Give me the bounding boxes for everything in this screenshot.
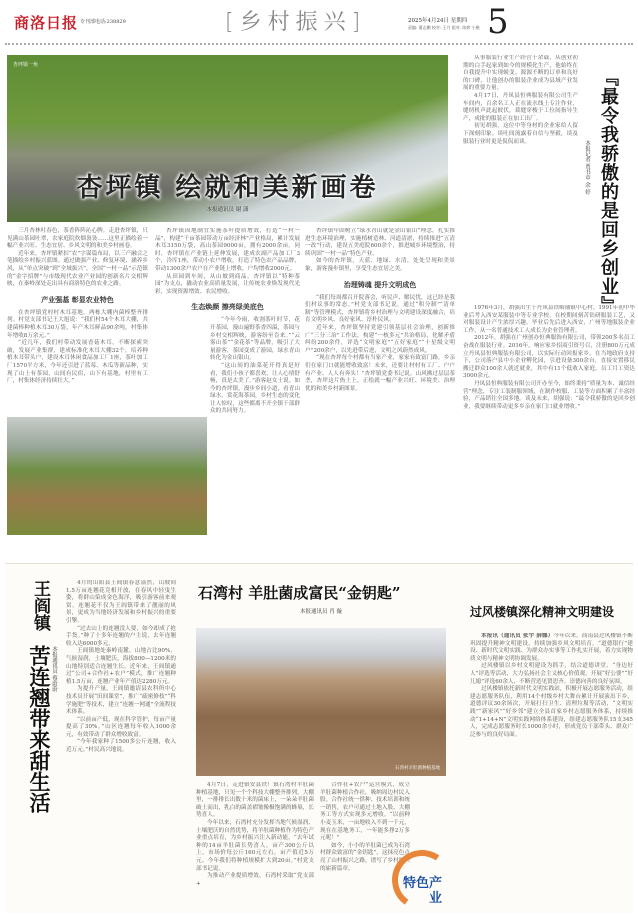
department-phone: 专刊部电话:238829 (80, 19, 126, 25)
guofeng-text (470, 633, 633, 908)
paragraph: 杏坪镇牢固树立“绿水青山就是金山银山”理念，扎实推进生态环境治理，实施植树造林、河道清淤，持续推进“五清一改”行动，建设五美庭院600余个，推进城乡环境整治，持续巩固“一村一品”特色产业。 (305, 228, 455, 257)
paragraph: 初见胡强，这位中等身材的企业家给人留下深刻印象。谈吐间流露着自信与坚毅，谈及服装行业时更是侃侃而谈。 (463, 123, 578, 145)
paragraph: 从事服装行业生产经营十余载，从创业初期的白手起家到如今的规模化生产，他始终在自我提升中实现蜕变。源源不断的订单和良好的口碑，让他创办的服装企业成为县域产业发展的重要力量。 (463, 55, 578, 92)
paragraph: “近几年，我们村带动发展香菇木耳，不断探索突破，发展产业集群，建成标准化木耳大棚32个，培养种植木耳带头户，建设木耳休闲食品加工厂1座，茶叶加工厂1570平方米，今年还引进了蓝莓、木瓜等新品种，实现了山上有茶园，山间有民宿，山下有基地，村里有工厂，村集体经济持续壮大。” (7, 340, 148, 385)
paragraph: 1976年3月，胡强出生于丹凤县铁峪铺镇中心村。1991年初中毕业后考入西安某服装中等专业学校，在校期间刻苦钻研服装工艺，又对服装设计产生浓厚兴趣。毕业后先后进入西安、广州等地服装企业工作，从一名普通技术工人成长为企业管理者。 (463, 305, 635, 334)
feature-industry-badge: 特色产业 (402, 876, 442, 906)
paragraph: “今年我家种了1500多公斤连翘，收入近万元。”村民高兴地说。 (66, 739, 176, 754)
header-divider (5, 43, 633, 45)
paragraph: 4月7日，走进镇安县铁厂镇石湾村羊肚菌种植基地，只见一个个科技大棚整齐排列。大棚里，一排排长出数十米的菌床上，一朵朵羊肚菌破土而出，乳白的菌盖褶皱像极饱满的蜂巢，长势喜人。 (196, 782, 314, 819)
subheading: 治理铸魂 提升文明成色 (343, 280, 417, 289)
paragraph: 近年来，杏坪镇紧扣“农”字谋篇布局，以三产融合之笔描绘乡村振兴蓝图。通过做强产业、修复环境、涵养乡风，从“单点突破”到“全域振兴”，全国“一村一品”示范镇的“金字招牌”与市级现代农业产业园的创新名片交相辉映，在秦岭深处走出具有商洛特色的农业之路。 (7, 250, 148, 288)
paragraph (470, 633, 633, 663)
editors-credit: 责编: 董志鹏 校对: 王月 组对: 陈婷 小楷 (408, 25, 480, 30)
subheading: 产业强基 彰显农业特色 (41, 295, 114, 304)
feature-column-top (463, 55, 578, 305)
paragraph: 为提升产量，王阎镇邀请县农科所中心技术员开展“田间课堂”，推广“疏密修枝”“科学施肥”等技术，建立“连翘一网通”全流程技术体系。 (66, 686, 176, 716)
feature-byline: 本报记者 贾书章 余 婷 (584, 140, 590, 195)
paragraph: 在杏坪镇党村村木耳基地，两栋大棚内菌棒整齐排列。村党支部书记王大旭说：“我们村54个木耳大棚，共建菌棒种植木耳30万袋，年产木耳鲜品90余吨，村集体年增收8万余元。” (7, 309, 148, 339)
paragraph: 近年来，杏坪镇坚持党建引领基层社会治理，创新推广“三分三治”工作法，构建“一核多元”共治格局，化解矛盾纠纷200余件，评选“文明家庭”“五好家庭”“十星级文明户”200余户，以先进带后进，文明之风蔚然成风。 (305, 324, 455, 354)
dateline: 本报讯 (481, 633, 499, 639)
shiwan-headline: 石湾村 羊肚菌成富民“金钥匙” (198, 584, 401, 602)
lead-byline: 本报通讯员 谢 潇 (206, 207, 249, 213)
lead-column-3 (305, 228, 455, 548)
wangyan-byline: 本报通讯员 蔡蔚蔚 (51, 646, 57, 692)
paragraph: 丹凤县恒典服装有限公司开办至今，始终秉持“质量为本、诚信经营”理念，专注工装制服领域，在制作校服、工装等方面积累了丰富经验，产品销往全国多地。谈及未来，胡强说：“最令我骄傲的是回乡创业，我要继续带动更多乡亲在家门口就业增收。” (463, 380, 635, 410)
page-number: 5 (487, 2, 509, 42)
morel-greenhouse-photo (196, 628, 446, 776)
photo-caption: 杏坪镇一角 (13, 62, 39, 68)
paragraph: 4月17日，丹凤县恒典服装有限公司生产车间内，百余名工人正在流水线上专注作业，缝纫机声此起彼伏，裁缝穿梭于工位间指导生产，成批的服装正在加工出厂。 (463, 92, 578, 122)
paragraph: 4月的山阳县王阎镇春意盎然，山坡间1.5万亩连翘花竞相开放，在春风中轻曳生姿，将群山染成金色海洋，吸引游客前来观赏。连翘花不仅为王阎镇带来了靓丽的风景，更成为当地经济发展和乡村振兴的重要引擎。 (66, 580, 176, 624)
paragraph: “过去山上的连翘没人要，如今却成了抢手货。”种了十多年连翘的户主说，去年连翘收入达6000多元。 (66, 625, 176, 647)
paragraph: 2012年，胡强在广州创办恒典服饰有限公司，带领200多名员工奋战在服装行业。2016年，响应家乡招商引资号召，注册800万元成立丹凤县恒典服装有限公司，以实际行动回报家乡。在当地政府支持下，公司落户县中小企业孵化园，引进设备300余台，直接安置移民搬迁群众100余人就近就业，其中有11个低收入家庭，员工月工资达3000余元。 (463, 335, 635, 380)
subheading: 生态焕颜 擦亮绿美底色 (191, 303, 264, 312)
paragraph: 过风楼镇以乡村文明建设为抓手，结合道德讲堂、“身边好人”评选等活动，大力弘扬社会主义核心价值观。开展“好公婆”“好儿媳”评选60余人，不断营造见贤思齐、崇德向善的良好氛围。 (470, 663, 633, 685)
shiwan-byline: 本报通讯员 肖 璇 (300, 609, 342, 615)
paragraph: 过风楼镇依托新时代文明实践站，积极开展志愿服务活动，组建志愿服务队伍，利用14个村级乡村大舞台累计开展演出下乡、道德评议30余场次，开展打扫卫生、清理垃圾等活动，“文明实践”“新家风”“好乡邻”建立全县首家乡村志愿服务体系，持续推动“1+14+N”文明实践网络体系建设，组建志愿服务队15支345人，完成志愿服务时长1000余小时，形成党员干部带头、群众广泛参与的良好局面。 (470, 686, 633, 738)
paragraph: 杏坪镇因地制宜实施茶叶提质增效，打造“一村一品”，构建“千亩茶园带动万亩经济林”产业格局，累计发展木耳3150万袋，高山茶园9000亩，拥有2000余亩。同时，杏坪镇在产业链上延伸发展，建成农副产品加工厂3个，冷库1座，带动小农户增收，打造了特色农产品品牌，带动1300余户农户在产业链上增收，户均增收2000元。 (155, 228, 300, 272)
wangyan-text (66, 580, 176, 908)
paragraph: “这山间的油菜花开得真是好看，我们小孩子都喜欢，让人心情舒畅，真是太美了。”游客赵女士说。如今的杏坪镇，漫步乡间小道，看青山绿水、赏花海茶园，乡村生态的变化让人惊叹，这些都离不开全镇干部群众的共同努力。 (210, 362, 300, 415)
section-title: [乡村振兴] (225, 10, 367, 35)
paragraph-text: 今年以来，商南县过风楼镇不断巩固提升精神文明建设，持续加强乡风文明培育，“道德银行”建设、新时代文明实践、为群众办实事等工作扎实开展，着力实现物质文明与精神文明协调发展。 (470, 633, 633, 662)
photo-caption: 石湾村羊肚菌种植基地 (395, 766, 440, 771)
tea-garden-photo (7, 417, 207, 535)
newspaper-logo: 商洛日报 (14, 14, 79, 32)
issue-date: 2025年4月24日 星期四 (408, 18, 468, 24)
lead-photo-aerial-village (7, 55, 448, 222)
paragraph: 合作社+农户”运营模式，成立羊肚菌种植合作社，吸纳周边村民入股。合作社统一供种、技术培训和统一销售，农户可通过土地入股、大棚务工等方式实现多元增收。“以前种小麦玉米，一亩地收入不到一千元，现在在基地务工，一年能多挣2万多元呢！” (320, 782, 410, 842)
paragraph: “以前亩产低，现在科学管护，每亩产量提高了30%。”山区连翘每年收入1000余元，有效带动了群众增收致富。 (66, 716, 176, 738)
wangyan-headline: 苦连翘带来甜生活 (27, 645, 51, 813)
paragraph: “今年今雨，收割茶叶时节，花开茶园，漫山遍野茶香四溢，茶园与乡村交相辉映，游客纷至沓来。”“云雾山茶”“金花茶”等品牌，吸引了大量游客，茶园变成了游园，绿水青山转化为金山银山。 (210, 317, 300, 362)
paragraph: “现在杏坪每个村都有当家产业，家家有致富门路，乡亲们在家门口就能增收致富！未来，还要让村村有工厂、户户有产业、人人有奔头！”杏坪镇党委书记说。山风拂过层层茶垄，杏坪这片热土上，正绘就一幅产业兴旺、环境美、治理优的和美乡村新图景。 (305, 355, 455, 392)
paragraph: 今年以来，石湾村充分发挥当地气候湿润、土壤肥沃的自然优势，将羊肚菌种植作为特色产业重点培育，为乡村振兴注入新动能。“去年试种的14亩羊肚菌长势喜人，亩产300公斤以上，市场价每公斤160元左右，亩产值近5万元。今年我们将种植规模扩大到20亩。”村党支部书记说。 (196, 819, 314, 872)
feature-column-bottom (463, 305, 635, 585)
wangyan-town-label: 王阎镇 (30, 580, 50, 631)
guofeng-headline: 过风楼镇深化精神文明建设 (470, 605, 615, 619)
paragraph: 从田园到车间，从山坡到商品，杏坪镇以“特种茶园”为支点，撬动农业高质量发展，让传统农业焕发现代光彩，实现资源增效、农民增收。 (155, 273, 300, 295)
paragraph: “我们每周都召开院落会，听民声、解民忧，这已经是我们村议事的常态。”村党支部书记说。通过“积分制”“清单制”等管理模式，杏坪镇将乡村治理与文明建设深度融合，培育文明乡风、良好家风、淳朴民风。 (305, 294, 455, 324)
reporter: （通讯员 张宇 薛娜） (498, 633, 554, 639)
paragraph: 如今的杏坪镇，天蓝、地绿、水清，处处呈现和美景象，游客漫步镇里，享受生态宜居之美。 (305, 258, 455, 272)
paragraph: 如今，小小的羊肚菌已成为石湾村群众致富的“金钥匙”，这抹亮色点亮了山村振兴之路，谱写了乡村振兴的崭新篇章。 (320, 842, 410, 872)
paragraph: 王阎镇地处秦岭南麓，山地占比90%，气候湿润，土壤肥沃，海拔800—1200米的山地特别适合连翘生长。近年来，王阎镇通过“公司+合作社+农户”模式，推广连翘种植1.5万亩，连翘产业年产值达2280万元。 (66, 648, 176, 685)
paragraph: 三月杏林吐春色，茶香阵阵沁心脾。走进杏坪镇，只见满山茶园吐翠，农家庭院炊烟袅袅……这里正描绘着一幅产业兴旺、生态宜居、乡风文明的和美乡村画卷。 (7, 228, 148, 250)
paragraph: 为推动产业提质增效，石湾村采取“党支部+ (196, 873, 314, 887)
lead-column-1 (7, 228, 148, 386)
lead-headline: 杏坪镇 绘就和美新画卷 (76, 173, 379, 203)
shiwan-column-1 (196, 782, 314, 907)
feature-headline: 『最令我骄傲的是回乡创业』 (598, 68, 619, 315)
